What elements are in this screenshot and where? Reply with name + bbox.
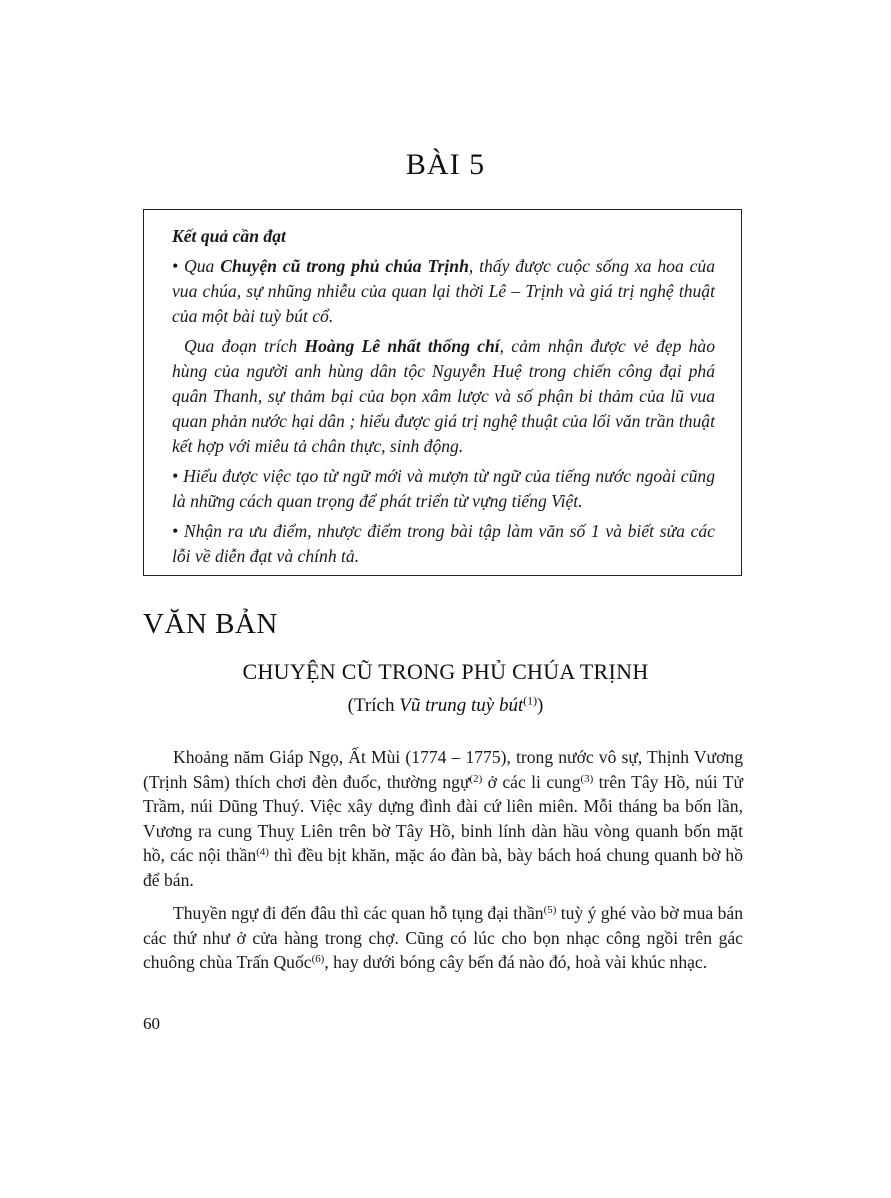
goals-heading: Kết quả cần đạt <box>172 226 286 246</box>
source-work: Vũ trung tuỳ bút <box>399 695 524 716</box>
footnote-ref: (2) <box>469 772 483 785</box>
text-source: (Trích Vũ trung tuỳ bút$^{(1)}$) <box>347 694 544 716</box>
footnote-ref: (3) <box>580 772 594 785</box>
text-title: CHUYỆN CŨ TRONG PHỦ CHÚA TRỊNH <box>242 659 649 684</box>
paragraph-1: Khoảng năm Giáp Ngọ, Ất Mùi (1774 – 1775), trong nước vô sự, Thịnh Vương (Trịnh Sâm) thích chơi đèn đuốc, thường ngự$^{(2)}$ ở các li cung$^{(3)}$ trên Tây Hồ, núi Tử Trầm, núi Dũng Thuý. Việc xây dựng đình đài cứ liên miên. Mỗi tháng ba bốn lần, Vương ra cung Thuỵ Liên trên bờ Tây Hồ, binh lính dàn hầu vòng quanh bốn mặt hồ, các nội thần$^{(4)}$ thì đều bịt khăn, mặc áo đàn bà, bày bách hoá chung quanh bờ hồ để bán. <box>143 747 743 890</box>
bullet: • <box>172 466 179 486</box>
goal-item-4: • Nhận ra ưu điểm, nhược điểm trong bài tập làm văn số 1 và biết sửa các lỗi về diễn đạt và chính tả. <box>172 521 715 566</box>
footnote-ref: (4) <box>256 846 269 858</box>
paragraph-2: Thuyền ngự đi đến đâu thì các quan hỗ tụng đại thần$^{(5)}$ tuỳ ý ghé vào bờ mua bán các thứ như ở cửa hàng trong chợ. Cũng có lúc cho bọn nhạc công ngồi trên gác chuông chùa Trấn Quốc$^{(6)}$, hay dưới bóng cây bến đá nào đó, hoà vài khúc nhạc. <box>143 903 743 972</box>
section-heading: VĂN BẢN <box>143 608 278 640</box>
bullet: • <box>172 521 179 541</box>
footnote-ref: (5) <box>543 904 557 916</box>
goal-item-2: Qua đoạn trích Hoàng Lê nhất thống chí, cảm nhận được vẻ đẹp hào hùng của người anh hùng dân tộc Nguyễn Huệ trong chiến công đại phá quân Thanh, sự thảm bại của bọn xâm lược và số phận bi thảm của lũ vua quan phản nước hại dân ; hiểu được giá trị nghệ thuật của lối văn trần thuật kết hợp với miêu tả chân thực, sinh động. <box>172 336 715 456</box>
lesson-title: BÀI 5 <box>405 148 486 181</box>
work-title: Chuyện cũ trong phủ chúa Trịnh <box>220 256 469 276</box>
bullet: • <box>172 256 179 276</box>
footnote-ref: (6) <box>311 953 325 965</box>
page-number: 60 <box>143 1014 160 1033</box>
work-title: Hoàng Lê nhất thống chí <box>304 336 500 356</box>
body-text <box>143 745 743 984</box>
goal-item-1: • Qua Chuyện cũ trong phủ chúa Trịnh, thấy được cuộc sống xa hoa của vua chúa, sự nhũng nhiễu của quan lại thời Lê – Trịnh và giá trị nghệ thuật của một bài tuỳ bút cổ. <box>172 256 715 326</box>
goal-item-3: • Hiểu được việc tạo từ ngữ mới và mượn từ ngữ của tiếng nước ngoài cũng là những cách quan trọng để phát triển từ vựng tiếng Việt. <box>172 466 715 511</box>
footnote-ref: (1) <box>523 694 537 708</box>
learning-goals-box <box>143 209 742 576</box>
